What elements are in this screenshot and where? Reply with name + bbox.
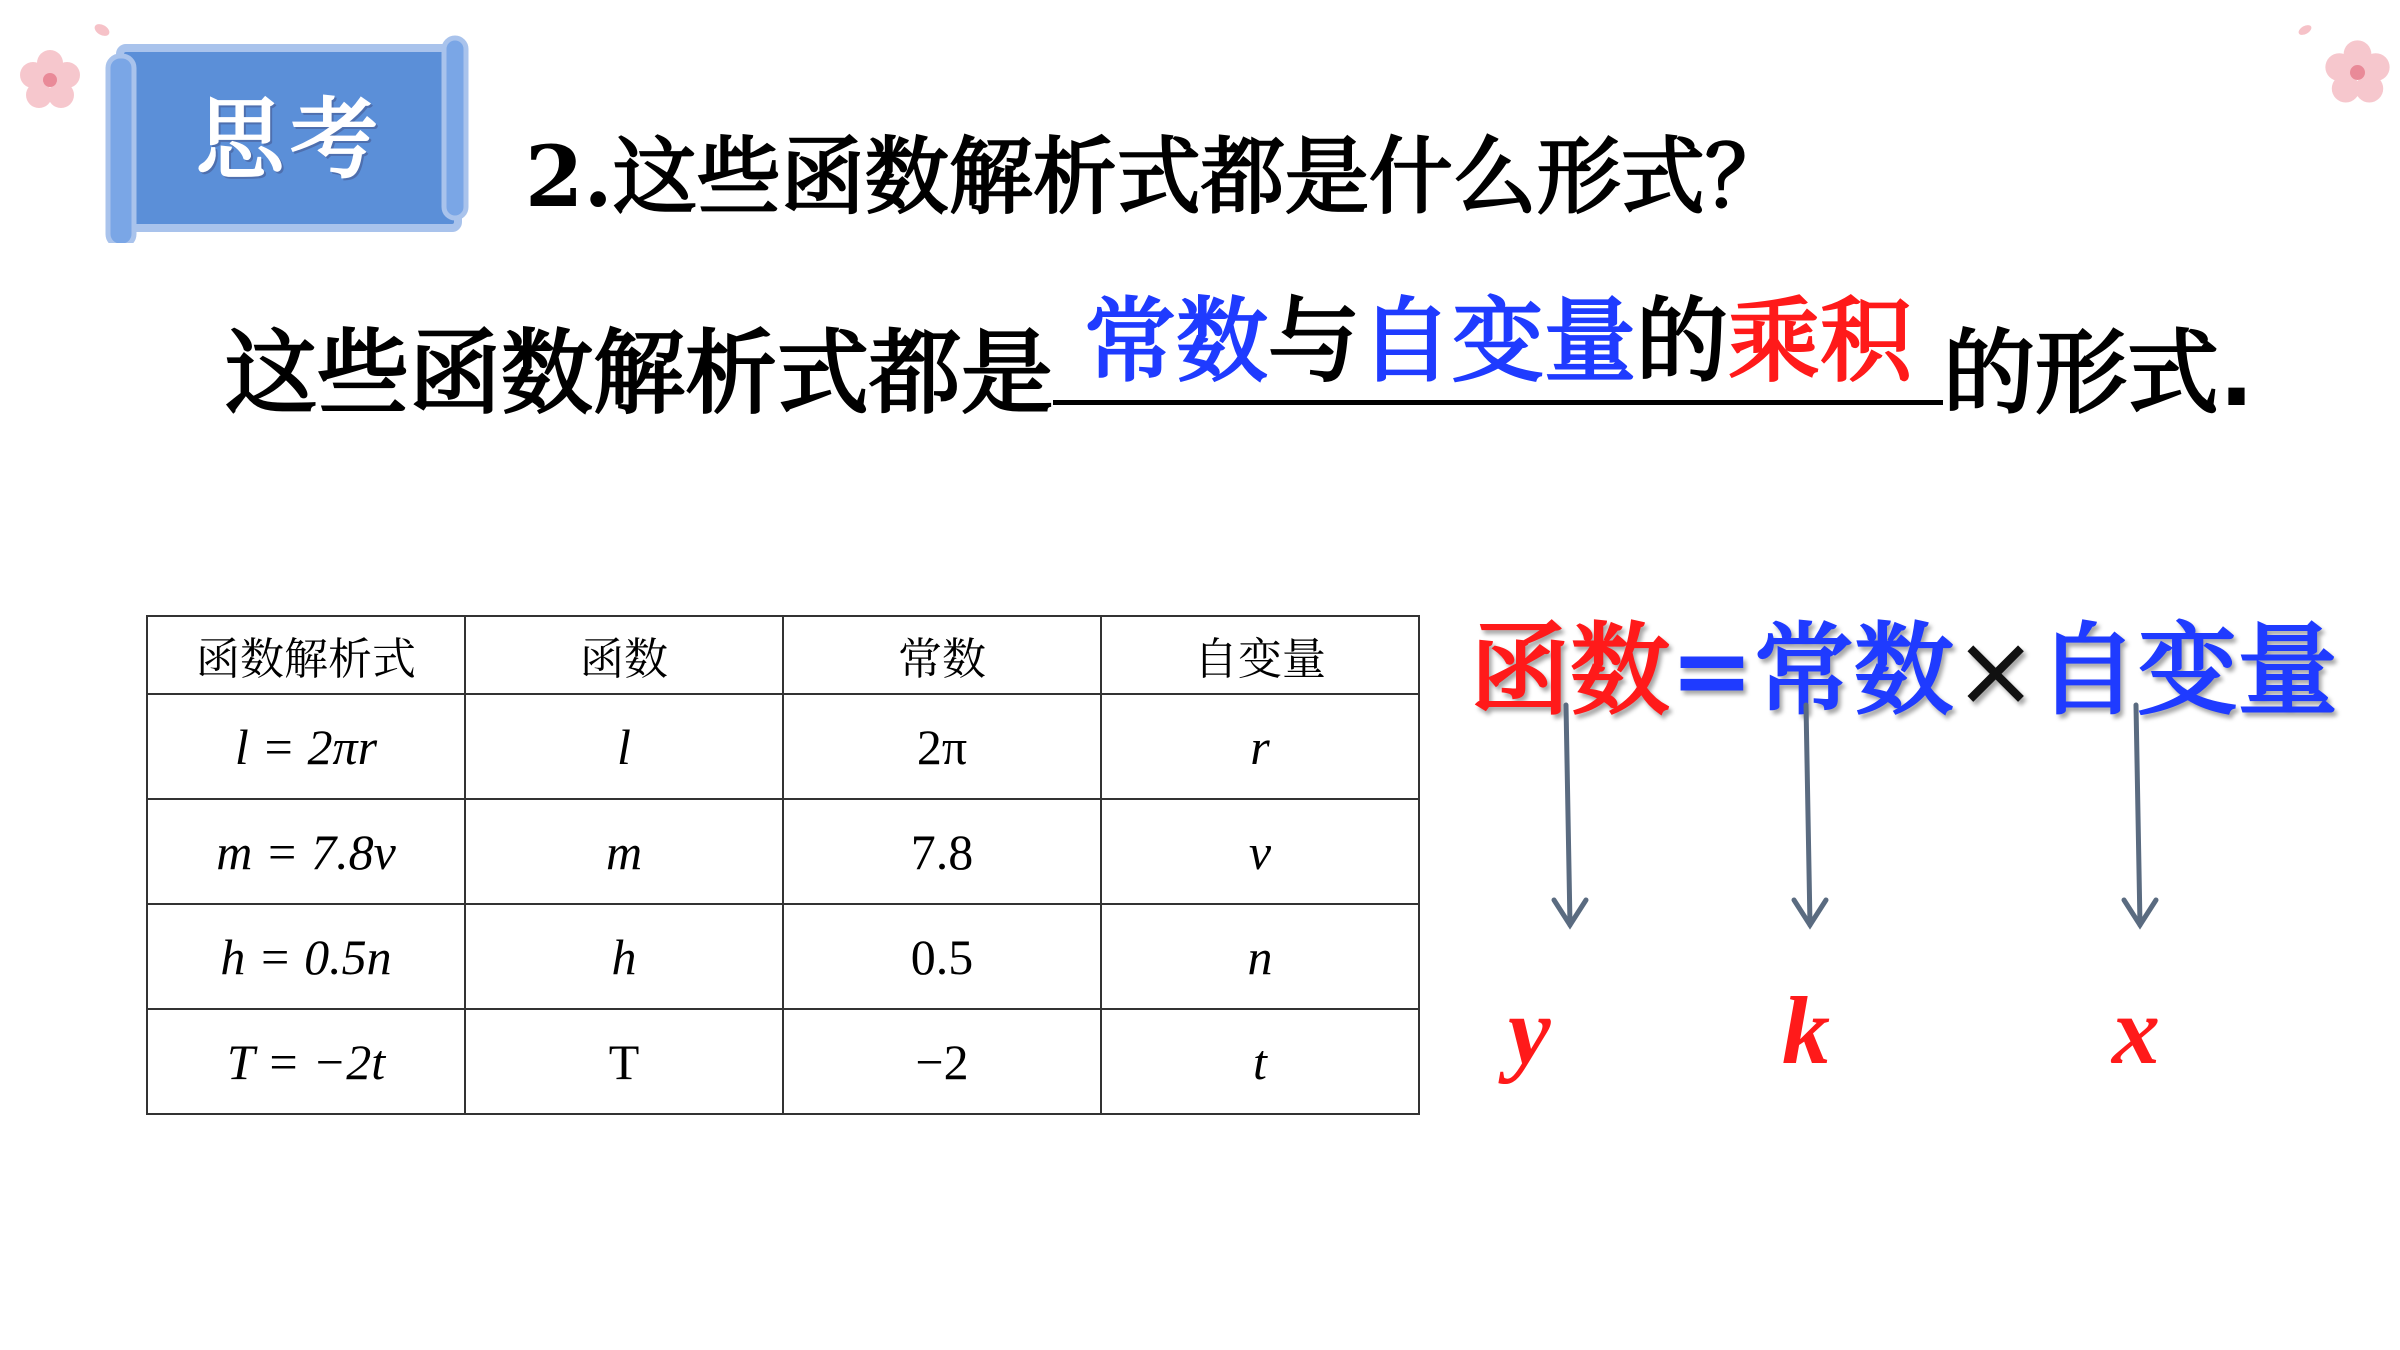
question-title: 2.这些函数解析式都是什么形式？ (525, 127, 1789, 226)
variable-x: x (2112, 977, 2160, 1084)
formula-function: 函数 (1470, 612, 1670, 729)
table-cell: 7.8 (783, 799, 1101, 904)
answer-prefix: 这些函数解析式都是 (225, 320, 1054, 427)
formula-constant: 常数 (1753, 612, 1954, 729)
table-cell: t (1101, 1009, 1419, 1114)
blank-part-constant: 常数 (1083, 288, 1268, 395)
formula-equals: = (1670, 612, 1754, 729)
table-row (147, 1009, 1419, 1114)
flower-icon (2320, 35, 2395, 110)
table-header: 函数解析式 (147, 616, 465, 694)
function-table (146, 615, 1420, 1115)
table-cell: 2π (783, 694, 1101, 799)
table-cell: n (1101, 904, 1419, 1009)
answer-sentence (225, 288, 2254, 427)
table-header: 自变量 (1101, 616, 1419, 694)
petal-icon (2295, 20, 2315, 40)
table-cell: h = 0.5n (147, 904, 465, 1009)
blank-part-product: 乘积 (1728, 288, 1913, 395)
table-cell: l (465, 694, 783, 799)
formula-times: × (1953, 612, 2038, 729)
table-header: 函数 (465, 616, 783, 694)
table-row (147, 694, 1419, 799)
blank-part-of: 的 (1636, 288, 1729, 395)
variable-k: k (1782, 977, 1830, 1084)
table-cell: −2 (783, 1009, 1101, 1114)
arrow-down-icon (1794, 705, 1826, 925)
table-row (147, 799, 1419, 904)
table-header: 常数 (783, 616, 1101, 694)
answer-blank (1053, 290, 1943, 405)
table-cell: m (465, 799, 783, 904)
arrow-down-icon (1554, 705, 1586, 925)
arrows-group (1470, 700, 2190, 940)
table-cell: v (1101, 799, 1419, 904)
table-cell: T = −2t (147, 1009, 465, 1114)
table-cell: T (465, 1009, 783, 1114)
table-row (147, 904, 1419, 1009)
badge-label: 思考 (195, 88, 384, 191)
table-cell: h (465, 904, 783, 1009)
scroll-badge (100, 28, 470, 243)
blank-part-variable: 自变量 (1360, 288, 1637, 395)
formula-variable: 自变量 (2037, 612, 2338, 729)
table-cell: 0.5 (783, 904, 1101, 1009)
table-cell: m = 7.8v (147, 799, 465, 904)
table-cell: l = 2πr (147, 694, 465, 799)
table-header-row (147, 616, 1419, 694)
flower-icon (15, 45, 85, 115)
table-cell: r (1101, 694, 1419, 799)
arrow-down-icon (2124, 705, 2156, 925)
blank-part-and: 与 (1267, 288, 1360, 395)
variable-y: y (1508, 977, 1551, 1084)
answer-suffix: 的形式. (1943, 320, 2254, 427)
